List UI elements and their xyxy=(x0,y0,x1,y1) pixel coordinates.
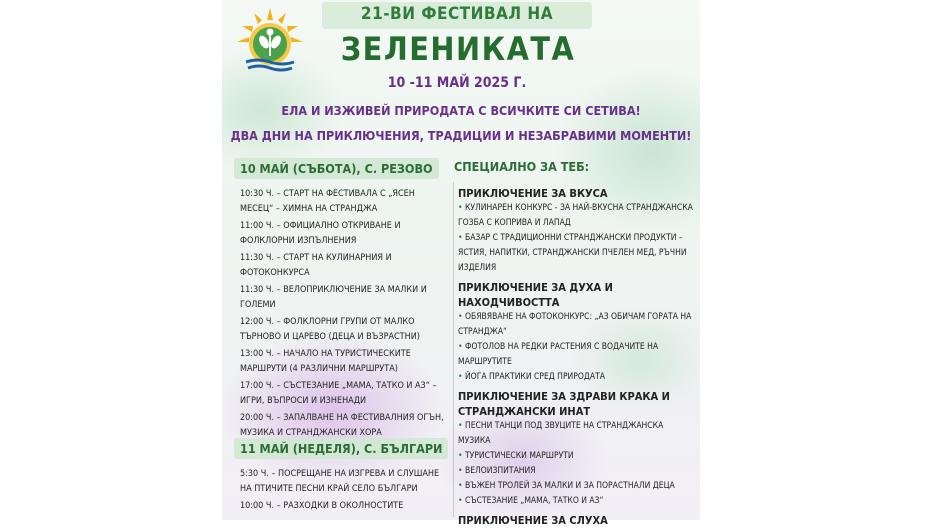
list-item: • ЙОГА ПРАКТИКИ СРЕД ПРИРОДАТА xyxy=(458,372,606,382)
bullet-icon: • xyxy=(458,203,465,213)
column-divider xyxy=(453,182,454,517)
section-title: ПРИКЛЮЧЕНИЕ ЗА ВКУСА xyxy=(458,187,608,200)
bullet-icon: • xyxy=(458,342,465,352)
day2-title: 11 МАЙ (НЕДЕЛЯ), С. БЪЛГАРИ xyxy=(234,438,448,459)
festival-title-line2: ЗЕЛЕНИКАТА xyxy=(340,30,576,68)
festival-title-line1: 21-ВИ ФЕСТИВАЛ НА xyxy=(360,4,554,24)
bullet-icon: • xyxy=(458,233,465,243)
section-title: ПРИКЛЮЧЕНИЕ ЗА ЗДРАВИ КРАКА И СТРАНДЖАНСКИ ИНАТ xyxy=(458,390,670,418)
schedule-item: 17:00 Ч. – СЪСТЕЗАНИЕ „МАМА, ТАТКО И АЗ“ – ИГРИ, ВЪПРОСИ И ИЗНЕНАДИ xyxy=(240,381,437,406)
bullet-icon: • xyxy=(458,372,465,382)
festival-logo xyxy=(232,4,308,76)
day1-schedule xyxy=(240,187,448,443)
special-list xyxy=(458,182,698,528)
bullet-icon: • xyxy=(458,312,465,322)
list-item: • КУЛИНАРЕН КОНКУРС - ЗА НАЙ-ВКУСНА СТРАНДЖАНСКА ГОЗБА С КОПРИВА И ЛАПАД xyxy=(458,203,693,228)
tagline-1: ЕЛА И ИЗЖИВЕЙ ПРИРОДАТА С ВСИЧКИТЕ СИ СЕТИВА! xyxy=(281,103,641,118)
schedule-item: 5:30 Ч. – ПОСРЕЩАНЕ НА ИЗГРЕВА И СЛУШАНЕ НА ПТИЧИТЕ ПЕСНИ КРАЙ СЕЛО БЪЛГАРИ xyxy=(240,469,440,494)
bullet-icon: • xyxy=(458,481,465,491)
day1-title: 10 МАЙ (СЪБОТА), С. РЕЗОВО xyxy=(234,158,439,179)
special-title: СПЕЦИАЛНО ЗА ТЕБ: xyxy=(454,159,590,174)
bullet-icon: • xyxy=(458,466,465,476)
list-item: • ВЕЛОИЗПИТАНИЯ xyxy=(458,466,536,476)
schedule-item: 11:00 Ч. – ОФИЦИАЛНО ОТКРИВАНЕ И ФОЛКЛОРНИ ИЗПЪЛНЕНИЯ xyxy=(240,221,401,246)
schedule-item: 20:00 Ч. – ЗАПАЛВАНЕ НА ФЕСТИВАЛНИЯ ОГЪН, МУЗИКА И СТРАНДЖАНСКИ ХОРА xyxy=(240,413,444,438)
schedule-item: 10:30 Ч. – СТАРТ НА ФЕСТИВАЛА С „ЯСЕН МЕСЕЦ“ – ХИМНА НА СТРАНДЖА xyxy=(240,189,415,214)
list-item: • БАЗАР С ТРАДИЦИОННИ СТРАНДЖАНСКИ ПРОДУКТИ – ЯСТИЯ, НАПИТКИ, СТРАНДЖАНСКИ ПЧЕЛЕН МЕД, РЪЧНИ ИЗДЕЛИЯ xyxy=(458,233,687,273)
festival-dates: 10 -11 МАЙ 2025 Г. xyxy=(387,75,527,91)
festival-poster xyxy=(222,0,700,527)
list-item: • ФОТОЛОВ НА РЕДКИ РАСТЕНИЯ С ВОДАЧИТЕ НА МАРШРУТИТЕ xyxy=(458,342,659,367)
tagline-2: ДВА ДНИ НА ПРИКЛЮЧЕНИЯ, ТРАДИЦИИ И НЕЗАБРАВИМИ МОМЕНТИ! xyxy=(230,128,692,143)
bullet-icon: • xyxy=(458,421,465,431)
schedule-item: 12:00 Ч. – ФОЛКЛОРНИ ГРУПИ ОТ МАЛКО ТЪРНОВО И ЦАРЕВО (ДЕЦА И ВЪЗРАСТНИ) xyxy=(240,317,420,342)
day2-schedule xyxy=(240,467,448,516)
schedule-item: 11:30 Ч. – СТАРТ НА КУЛИНАРНИЯ И ФОТОКОНКУРСА xyxy=(240,253,392,278)
list-item: • ПЕСНИ ТАНЦИ ПОД ЗВУЦИТЕ НА СТРАНДЖАНСКА МУЗИКА xyxy=(458,421,664,446)
bullet-icon: • xyxy=(458,451,465,461)
list-item: • ОБЯВЯВАНЕ НА ФОТОКОНКУРС: „АЗ ОБИЧАМ ГОРАТА НА СТРАНДЖА“ xyxy=(458,312,692,337)
schedule-item: 13:00 Ч. – НАЧАЛО НА ТУРИСТИЧЕСКИТЕ МАРШРУТИ (4 РАЗЛИЧНИ МАРШРУТА) xyxy=(240,349,411,374)
section-title: ПРИКЛЮЧЕНИЕ ЗА ДУХА И НАХОДЧИВОСТТА xyxy=(458,281,613,309)
schedule-item: 10:00 Ч. – РАЗХОДКИ В ОКОЛНОСТИТЕ xyxy=(240,501,404,511)
section-title: ПРИКЛЮЧЕНИЕ ЗА СЛУХА xyxy=(458,514,608,527)
list-item: • ТУРИСТИЧЕСКИ МАРШРУТИ xyxy=(458,451,574,461)
list-item: • СЪСТЕЗАНИЕ „МАМА, ТАТКО И АЗ“ xyxy=(458,496,604,506)
bullet-icon: • xyxy=(458,496,465,506)
list-item: • ВЪЖЕН ТРОЛЕЙ ЗА МАЛКИ И ЗА ПОРАСТНАЛИ ДЕЦА xyxy=(458,481,675,491)
schedule-item: 11:30 Ч. – ВЕЛОПРИКЛЮЧЕНИЕ ЗА МАЛКИ И ГОЛЕМИ xyxy=(240,285,427,310)
